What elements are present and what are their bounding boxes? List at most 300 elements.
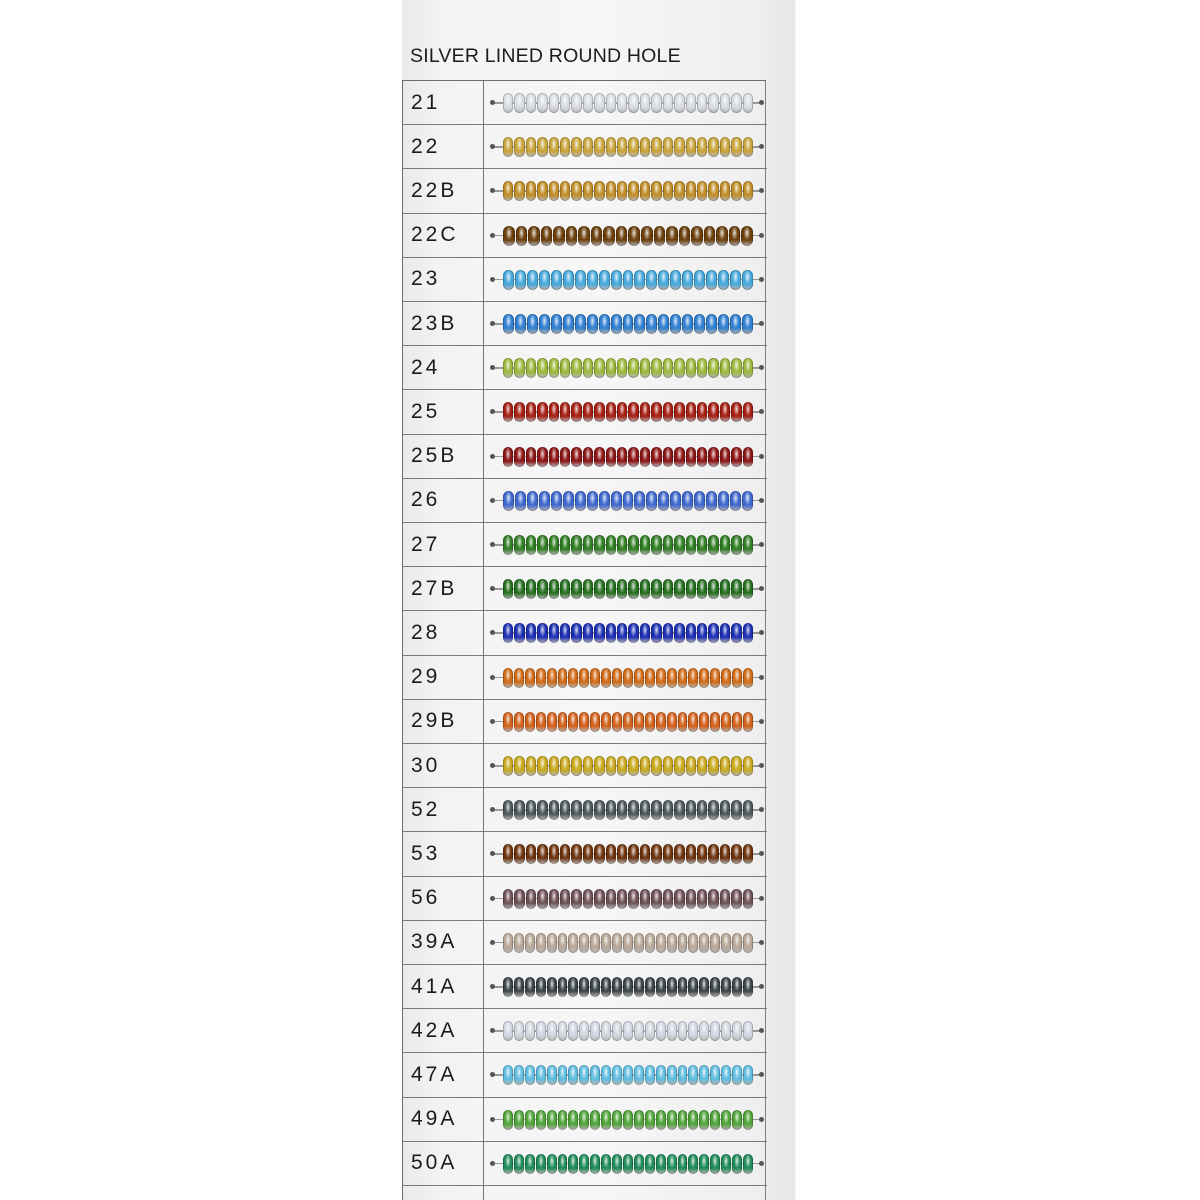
bead — [674, 181, 684, 201]
bead — [651, 756, 661, 776]
bead — [634, 1065, 644, 1085]
bead — [611, 270, 622, 290]
bead — [599, 314, 610, 334]
bead — [732, 668, 742, 688]
bead — [549, 889, 559, 909]
bead — [686, 93, 696, 113]
bead — [549, 447, 559, 467]
bead — [731, 447, 741, 467]
bead — [646, 314, 657, 334]
bead — [645, 933, 655, 953]
bead-group — [503, 446, 753, 468]
bead — [678, 1154, 688, 1174]
bead — [721, 712, 731, 732]
bead-group — [503, 1020, 753, 1042]
bead — [663, 181, 673, 201]
bead — [708, 93, 718, 113]
bead — [537, 844, 547, 864]
bead — [743, 402, 753, 422]
bead — [594, 623, 604, 643]
bead-code-label: 49A — [411, 1107, 458, 1131]
bead-strand — [491, 799, 767, 821]
bead — [720, 535, 730, 555]
bead-strand — [491, 1064, 767, 1086]
bead — [551, 314, 562, 334]
bead-strand — [491, 534, 767, 556]
bead — [503, 933, 513, 953]
bead — [514, 1065, 524, 1085]
bead — [730, 491, 741, 511]
bead — [583, 535, 593, 555]
bead — [720, 800, 730, 820]
bead — [663, 447, 673, 467]
bead — [590, 1021, 600, 1041]
bead — [560, 579, 570, 599]
bead — [571, 181, 581, 201]
bead — [731, 844, 741, 864]
bead — [563, 314, 574, 334]
bead — [699, 1154, 709, 1174]
bead-row — [403, 965, 767, 1009]
bead-strand — [491, 357, 767, 379]
bead-strand — [491, 976, 767, 998]
bead — [606, 844, 616, 864]
bead — [699, 668, 709, 688]
bead — [537, 447, 547, 467]
bead — [674, 756, 684, 776]
bead — [617, 844, 627, 864]
bead — [640, 800, 650, 820]
bead — [708, 358, 718, 378]
bead — [645, 1021, 655, 1041]
bead — [526, 402, 536, 422]
bead — [686, 579, 696, 599]
bead — [708, 623, 718, 643]
bead — [645, 668, 655, 688]
bead — [656, 1154, 666, 1174]
bead — [674, 623, 684, 643]
bead — [720, 181, 730, 201]
bead — [721, 1154, 731, 1174]
bead — [634, 1021, 644, 1041]
bead — [634, 1110, 644, 1130]
bead — [503, 668, 513, 688]
bead — [743, 1021, 753, 1041]
bead — [594, 447, 604, 467]
bead-row — [403, 611, 767, 655]
bead — [623, 491, 634, 511]
bead-row — [403, 1009, 767, 1053]
bead — [628, 137, 638, 157]
bead — [539, 491, 550, 511]
bead-code-label: 25B — [411, 444, 458, 468]
bead-row — [403, 390, 767, 434]
bead — [560, 93, 570, 113]
bead — [503, 535, 513, 555]
bead — [594, 579, 604, 599]
bead — [651, 447, 661, 467]
bead — [743, 712, 753, 732]
bead-row — [403, 435, 767, 479]
bead — [710, 977, 720, 997]
bead — [616, 226, 628, 246]
bead — [606, 623, 616, 643]
bead — [743, 1065, 753, 1085]
bead — [536, 1021, 546, 1041]
bead — [536, 668, 546, 688]
bead — [731, 756, 741, 776]
bead — [682, 314, 693, 334]
bead — [611, 491, 622, 511]
bead-code-label: 39A — [411, 930, 458, 954]
bead — [514, 93, 524, 113]
bead — [699, 1065, 709, 1085]
bead — [547, 1110, 557, 1130]
bead — [612, 977, 622, 997]
bead — [743, 579, 753, 599]
bead — [634, 491, 645, 511]
bead — [742, 270, 753, 290]
bead — [697, 844, 707, 864]
bead — [678, 668, 688, 688]
bead-code-label: 23 — [411, 267, 441, 291]
bead — [743, 756, 753, 776]
bead — [558, 1065, 568, 1085]
bead — [601, 1154, 611, 1174]
bead — [708, 844, 718, 864]
bead-row — [403, 479, 767, 523]
bead — [688, 712, 698, 732]
bead-group — [503, 401, 753, 423]
bead — [730, 314, 741, 334]
bead — [617, 756, 627, 776]
bead — [708, 579, 718, 599]
bead — [551, 491, 562, 511]
bead — [503, 889, 513, 909]
bead — [645, 1110, 655, 1130]
bead — [547, 933, 557, 953]
bead — [720, 579, 730, 599]
bead — [514, 447, 524, 467]
bead — [658, 314, 669, 334]
color-chart-card — [402, 0, 794, 1200]
bead — [579, 933, 589, 953]
bead — [682, 270, 693, 290]
bead — [547, 712, 557, 732]
bead — [732, 712, 742, 732]
bead — [640, 137, 650, 157]
bead — [601, 712, 611, 732]
bead — [525, 668, 535, 688]
bead — [583, 579, 593, 599]
bead — [526, 137, 536, 157]
bead — [674, 844, 684, 864]
bead — [651, 579, 661, 599]
bead — [720, 93, 730, 113]
bead — [583, 800, 593, 820]
bead — [594, 535, 604, 555]
bead-group — [503, 667, 753, 689]
bead-code-label: 21 — [411, 90, 441, 114]
bead — [514, 933, 524, 953]
bead — [628, 889, 638, 909]
bead — [721, 1110, 731, 1130]
bead — [697, 579, 707, 599]
bead — [606, 137, 616, 157]
bead — [617, 181, 627, 201]
bead — [697, 358, 707, 378]
bead — [656, 712, 666, 732]
bead — [537, 402, 547, 422]
bead — [547, 977, 557, 997]
bead — [721, 1021, 731, 1041]
bead — [732, 933, 742, 953]
bead-code-label: 41A — [411, 974, 458, 998]
bead — [634, 314, 645, 334]
bead — [628, 447, 638, 467]
bead — [640, 579, 650, 599]
bead — [617, 800, 627, 820]
bead-code-label: 23B — [411, 311, 458, 335]
bead — [634, 270, 645, 290]
bead — [583, 447, 593, 467]
bead — [663, 579, 673, 599]
bead — [628, 402, 638, 422]
bead — [503, 447, 513, 467]
bead — [515, 314, 526, 334]
bead — [568, 977, 578, 997]
bead — [718, 314, 729, 334]
bead-row — [403, 346, 767, 390]
bead — [537, 623, 547, 643]
bead-group — [503, 578, 753, 600]
bead — [594, 756, 604, 776]
bead — [526, 93, 536, 113]
bead — [731, 402, 741, 422]
bead — [503, 1110, 513, 1130]
bead — [731, 535, 741, 555]
bead — [587, 270, 598, 290]
bead — [536, 1110, 546, 1130]
bead-code-label: 29 — [411, 665, 441, 689]
bead — [731, 358, 741, 378]
bead — [606, 535, 616, 555]
bead — [674, 358, 684, 378]
bead — [732, 1154, 742, 1174]
bead-strand — [491, 92, 767, 114]
bead — [537, 181, 547, 201]
bead — [549, 579, 559, 599]
bead — [571, 93, 581, 113]
bead — [742, 491, 753, 511]
bead — [651, 889, 661, 909]
bead — [686, 447, 696, 467]
bead — [527, 314, 538, 334]
bead-strand — [491, 843, 767, 865]
bead — [503, 977, 513, 997]
bead — [606, 889, 616, 909]
bead — [708, 756, 718, 776]
bead — [697, 402, 707, 422]
bead — [601, 1065, 611, 1085]
bead — [667, 1065, 677, 1085]
bead-row — [403, 81, 767, 125]
bead — [640, 535, 650, 555]
bead — [686, 137, 696, 157]
bead — [549, 93, 559, 113]
bead-group — [503, 932, 753, 954]
bead-row — [403, 1142, 767, 1186]
bead-group — [503, 1064, 753, 1086]
bead — [571, 447, 581, 467]
bead — [612, 1154, 622, 1174]
bead — [514, 756, 524, 776]
bead-row — [403, 258, 767, 302]
bead — [503, 1021, 513, 1041]
bead — [699, 1021, 709, 1041]
bead — [741, 226, 753, 246]
bead — [628, 844, 638, 864]
bead — [718, 491, 729, 511]
bead — [590, 1110, 600, 1130]
bead — [623, 1021, 633, 1041]
bead — [697, 181, 707, 201]
bead-strand — [491, 1109, 767, 1131]
bead — [579, 1021, 589, 1041]
bead — [587, 491, 598, 511]
bead — [514, 579, 524, 599]
bead — [549, 535, 559, 555]
bead — [640, 623, 650, 643]
bead — [536, 1154, 546, 1174]
bead — [623, 1154, 633, 1174]
bead — [594, 402, 604, 422]
bead — [678, 1021, 688, 1041]
bead — [667, 1154, 677, 1174]
bead — [617, 447, 627, 467]
bead-group — [503, 269, 753, 291]
bead — [583, 889, 593, 909]
bead — [732, 1110, 742, 1130]
bead — [537, 579, 547, 599]
bead — [547, 1065, 557, 1085]
bead — [658, 270, 669, 290]
bead — [591, 226, 603, 246]
bead — [583, 358, 593, 378]
bead-group — [503, 799, 753, 821]
bead — [579, 1154, 589, 1174]
bead — [599, 270, 610, 290]
bead — [558, 1021, 568, 1041]
bead — [560, 889, 570, 909]
bead — [658, 491, 669, 511]
bead — [656, 977, 666, 997]
bead — [571, 756, 581, 776]
bead — [686, 535, 696, 555]
bead — [623, 270, 634, 290]
bead — [731, 623, 741, 643]
bead — [743, 1110, 753, 1130]
bead — [612, 712, 622, 732]
bead — [514, 977, 524, 997]
bead — [526, 800, 536, 820]
bead-group — [503, 1153, 753, 1175]
bead — [590, 933, 600, 953]
bead — [503, 270, 514, 290]
bead — [721, 668, 731, 688]
bead — [663, 800, 673, 820]
bead — [688, 933, 698, 953]
bead-strand — [491, 755, 767, 777]
bead-code-label: 24 — [411, 355, 441, 379]
bead — [654, 226, 666, 246]
bead — [716, 226, 728, 246]
bead — [594, 844, 604, 864]
bead — [541, 226, 553, 246]
bead — [697, 623, 707, 643]
bead — [720, 889, 730, 909]
bead — [578, 226, 590, 246]
bead — [603, 226, 615, 246]
bead — [514, 668, 524, 688]
bead-group — [503, 1109, 753, 1131]
bead-code-label: 26 — [411, 488, 441, 512]
bead — [594, 137, 604, 157]
bead-row — [403, 125, 767, 169]
bead — [579, 668, 589, 688]
bead — [558, 668, 568, 688]
bead-strand — [491, 578, 767, 600]
bead — [674, 402, 684, 422]
bead — [623, 668, 633, 688]
bead — [646, 491, 657, 511]
bead — [601, 1110, 611, 1130]
bead — [651, 93, 661, 113]
bead — [732, 1021, 742, 1041]
bead — [566, 226, 578, 246]
bead — [549, 358, 559, 378]
bead — [651, 181, 661, 201]
bead — [503, 800, 513, 820]
bead — [743, 623, 753, 643]
bead — [575, 314, 586, 334]
bead — [563, 491, 574, 511]
bead — [571, 535, 581, 555]
bead — [560, 137, 570, 157]
bead-code-label: 53 — [411, 841, 441, 865]
bead — [536, 712, 546, 732]
bead — [720, 137, 730, 157]
bead — [583, 844, 593, 864]
bead — [583, 756, 593, 776]
bead — [560, 358, 570, 378]
bead — [594, 181, 604, 201]
bead — [594, 800, 604, 820]
bead — [606, 181, 616, 201]
bead — [571, 402, 581, 422]
bead — [503, 402, 513, 422]
bead — [594, 358, 604, 378]
bead-group — [503, 976, 753, 998]
bead-strand — [491, 711, 767, 733]
bead — [699, 977, 709, 997]
bead — [670, 491, 681, 511]
bead — [708, 535, 718, 555]
bead — [628, 93, 638, 113]
bead — [651, 844, 661, 864]
bead — [503, 314, 514, 334]
bead — [640, 844, 650, 864]
